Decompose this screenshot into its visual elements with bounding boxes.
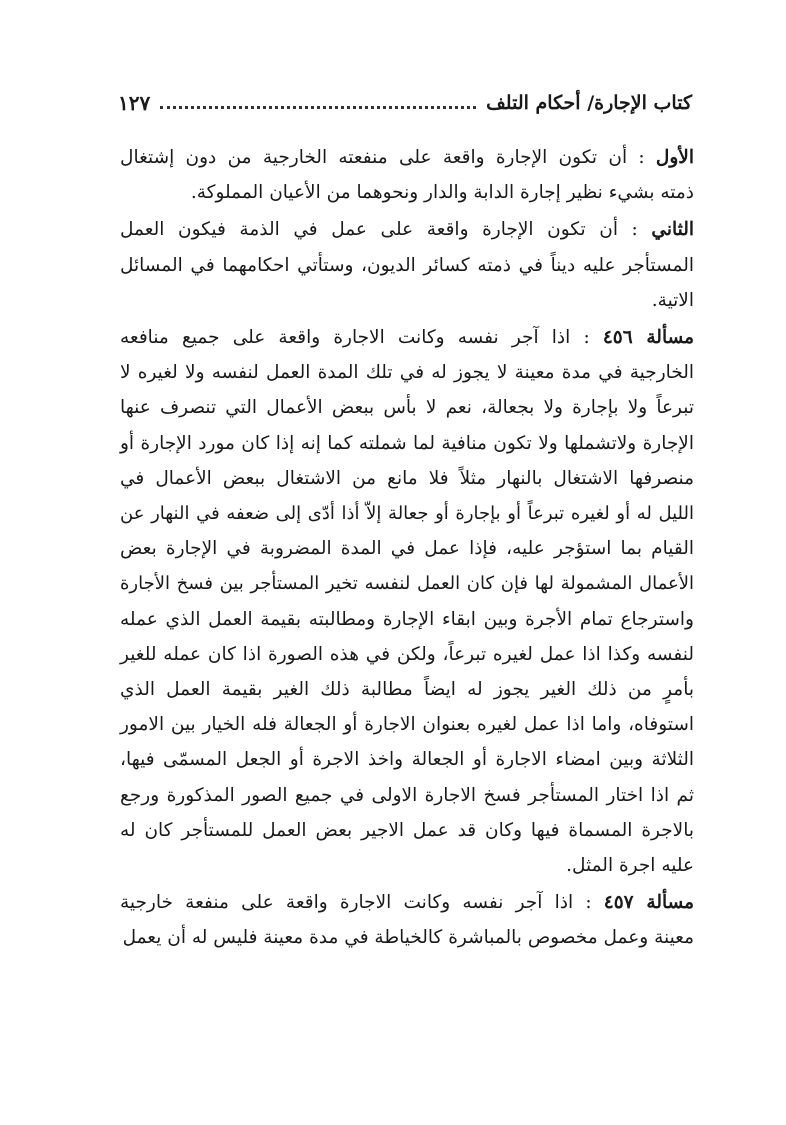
text-line	[120, 248, 694, 283]
text-line	[120, 637, 694, 672]
text-line	[120, 426, 694, 461]
line-text: : اذا آجر نفسه وكانت الاجارة واقعة على جميع منافعه	[120, 327, 590, 349]
text-line	[120, 707, 694, 742]
paragraph	[120, 212, 694, 318]
line-text: واسترجاع تمام الأجرة وبين ابقاء الإجارة ومطالبته بقيمة العمل الذي عمله	[120, 608, 694, 630]
paragraph	[120, 140, 694, 210]
text-line	[120, 496, 694, 531]
line-text: الخارجية في مدة معينة لا يجوز له في تلك المدة العمل لنفسه ولا لغيره لا	[120, 362, 694, 384]
line-text: القيام بما استؤجر عليه، فإذا عمل في المدة المضروبة في الإجارة بعض	[120, 538, 694, 560]
text-line	[120, 212, 694, 247]
line-text: منصرفها الاشتغال بالنهار مثلاً فلا مانع من الاشتغال ببعض الأعمال في	[120, 467, 694, 489]
paragraph-lead: مسألة ٤٥٦	[602, 327, 694, 349]
text-line	[120, 461, 694, 496]
text-line	[120, 742, 694, 777]
line-text: المستأجر عليه ديناً في ذمته كسائر الديون، وستأتي احكامهما في المسائل	[120, 254, 694, 276]
paragraph-lead: مسألة ٤٥٧	[603, 892, 695, 914]
paragraph	[120, 320, 694, 883]
text-line	[120, 175, 694, 210]
text-line	[120, 390, 694, 425]
paragraph-lead: الأول	[655, 147, 694, 168]
line-text: بأمرٍ من ذلك الغير يجوز له ايضاً مطالبة ذلك الغير بقيمة العمل الذي	[120, 679, 694, 701]
text-line	[120, 672, 694, 707]
line-text: الاتية.	[651, 289, 694, 311]
line-text: : أن تكون الإجارة واقعة على منفعته الخارجية من دون إشتغال	[120, 147, 645, 168]
line-text: معينة وعمل مخصوص بالمباشرة كالخياطة في مدة معينة فليس له أن يعمل	[122, 927, 694, 949]
text-line	[120, 320, 694, 355]
text-line	[120, 355, 694, 390]
line-text: الأعمال المشمولة لها فإن كان العمل لنفسه تخير المستأجر بين فسخ الأجارة	[120, 573, 694, 595]
text-line	[120, 566, 694, 601]
text-line	[120, 813, 694, 848]
header-title: كتاب الإجارة/ أحكام التلف	[486, 92, 692, 114]
paragraph-lead: الثاني	[651, 219, 694, 241]
line-text: تبرعاً ولا بإجارة ولا بجعالة، نعم لا بأس ببعض الأعمال التي تنصرف عنها	[120, 397, 694, 419]
text-line	[120, 778, 694, 813]
line-text: : اذا آجر نفسه وكانت الاجارة واقعة على منفعة خارجية	[120, 892, 592, 914]
text-line	[120, 531, 694, 566]
text-line	[120, 140, 694, 175]
text-line	[120, 885, 694, 920]
line-text: : أن تكون الإجارة واقعة على عمل في الذمة فيكون العمل	[120, 219, 638, 241]
page-body	[120, 140, 694, 956]
line-text: استوفاه، واما اذا عمل لغيره بعنوان الاجارة أو الجعالة فله الخيار بين الامور	[120, 714, 694, 736]
running-header	[118, 86, 692, 120]
line-text: ثم اذا اختار المستأجر فسخ الاجارة الاولى في جميع الصور المذكورة ورجع	[120, 784, 694, 806]
paragraph	[120, 885, 694, 955]
line-text: لنفسه وكذا اذا عمل لغيره تبرعاً، ولكن في هذه الصورة اذا كان عمله للغير	[120, 643, 694, 665]
text-line	[120, 283, 694, 318]
page-number: ١٢٧	[118, 91, 151, 115]
line-text: الليل له أو لغيره تبرعاً أو بإجارة أو جعالة إلاّ أذا أدّى إلى ضعفه في النهار عن	[120, 503, 694, 525]
text-line	[120, 848, 694, 883]
line-text: الثلاثة وبين امضاء الاجارة أو الجعالة واخذ الاجرة أو الجعل المسمّى فيها،	[120, 749, 694, 771]
text-line	[120, 920, 694, 955]
line-text: ذمته بشيء نظير إجارة الدابة والدار ونحوهما من الأعيان المملوكة.	[190, 182, 694, 204]
line-text: الإجارة ولاتشملها ولا تكون منافية لما شملته كما إنه إذا كان مورد الإجارة أو	[120, 432, 694, 454]
text-line	[120, 602, 694, 637]
line-text: عليه اجرة المثل.	[566, 855, 694, 877]
header-leader-dots	[160, 106, 476, 109]
line-text: بالاجرة المسماة فيها وكان قد عمل الاجير بعض العمل للمستأجر كان له	[120, 819, 694, 841]
